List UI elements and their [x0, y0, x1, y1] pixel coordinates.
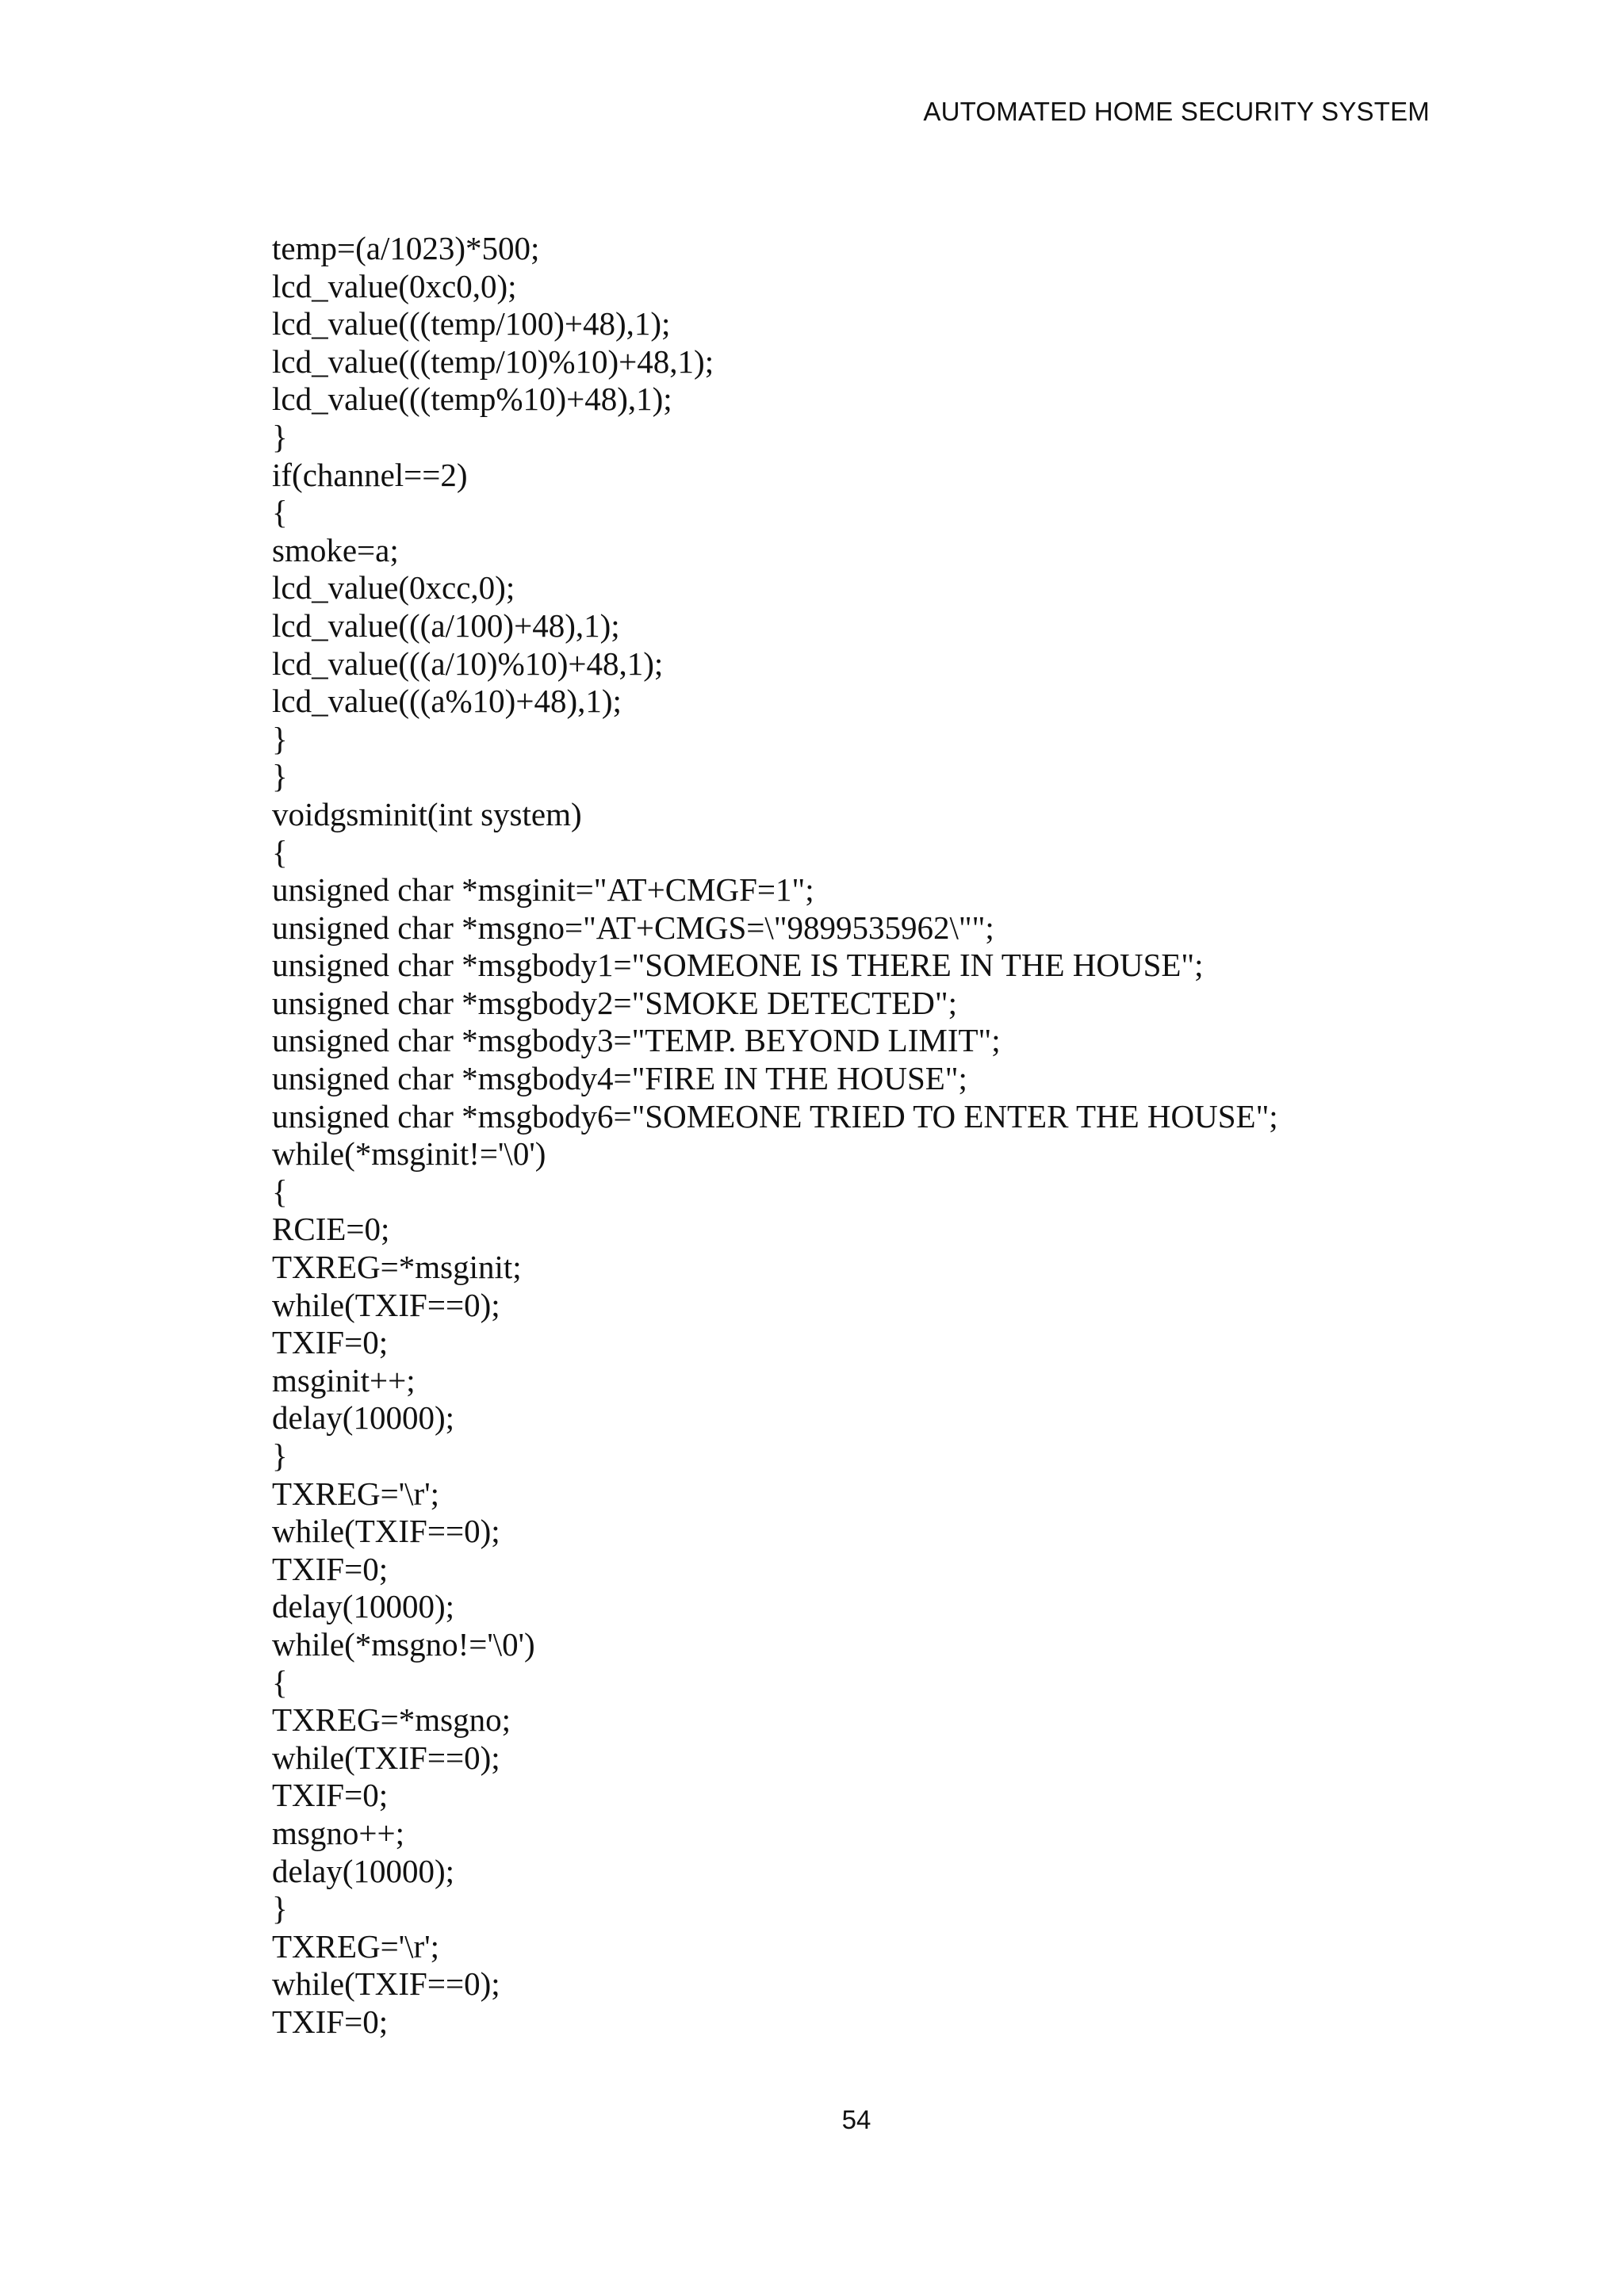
code-line: delay(10000); [272, 1852, 454, 1889]
code-line: RCIE=0; [272, 1211, 390, 1248]
code-line: TXIF=0; [272, 2003, 389, 2040]
code-line: lcd_value(((temp/10)%10)+48,1); [272, 342, 714, 380]
code-line: delay(10000); [272, 1399, 454, 1437]
code-line: msginit++; [272, 1361, 416, 1399]
code-line: while(*msgno!='\0') [272, 1625, 535, 1663]
code-line: delay(10000); [272, 1588, 454, 1625]
code-line: { [272, 833, 288, 871]
code-line: lcd_value(((a%10)+48),1); [272, 683, 622, 720]
code-line: voidgsminit(int system) [272, 795, 582, 832]
code-line: { [272, 1173, 288, 1210]
code-line: lcd_value(((a/100)+48),1); [272, 607, 620, 644]
code-line: { [272, 1663, 288, 1701]
code-line: while(TXIF==0); [272, 1286, 500, 1323]
code-line: } [272, 418, 288, 455]
code-line: lcd_value(0xcc,0); [272, 569, 515, 607]
code-line: smoke=a; [272, 531, 399, 568]
code-line: unsigned char *msgbody2="SMOKE DETECTED"; [272, 984, 957, 1021]
code-line: lcd_value(((temp/100)+48),1); [272, 305, 671, 342]
code-line: TXIF=0; [272, 1324, 389, 1361]
code-line: if(channel==2) [272, 456, 468, 493]
running-header: AUTOMATED HOME SECURITY SYSTEM [923, 97, 1430, 126]
code-line: TXREG='\r'; [272, 1475, 439, 1512]
code-line: temp=(a/1023)*500; [272, 230, 540, 266]
code-line: while(TXIF==0); [272, 1513, 500, 1550]
code-line: TXREG=*msginit; [272, 1249, 522, 1286]
code-listing [272, 230, 1278, 2042]
code-line: lcd_value(((a/10)%10)+48,1); [272, 645, 664, 682]
code-line: } [272, 1437, 288, 1474]
code-line: lcd_value(((temp%10)+48),1); [272, 381, 672, 418]
code-line: TXIF=0; [272, 1550, 389, 1587]
code-line: unsigned char *msgbody6="SOMEONE TRIED TO ENTER THE HOUSE"; [272, 1097, 1278, 1135]
code-line: while(*msginit!='\0') [272, 1135, 546, 1173]
code-line: } [272, 1890, 288, 1927]
code-line: TXREG=*msgno; [272, 1701, 511, 1739]
code-line: unsigned char *msgbody3="TEMP. BEYOND LIMIT"; [272, 1022, 1001, 1059]
code-line: TXIF=0; [272, 1777, 389, 1814]
code-line: while(TXIF==0); [272, 1965, 500, 2003]
page-number: 54 [841, 2105, 871, 2134]
code-line: unsigned char *msgbody1="SOMEONE IS THERE IN THE HOUSE"; [272, 947, 1204, 984]
code-line: } [272, 720, 288, 757]
code-line: } [272, 758, 288, 795]
code-line: TXREG='\r'; [272, 1927, 439, 1965]
code-line: while(TXIF==0); [272, 1739, 500, 1776]
code-line: unsigned char *msgbody4="FIRE IN THE HOUSE"; [272, 1060, 967, 1097]
code-line: { [272, 494, 288, 531]
code-line: msgno++; [272, 1814, 404, 1851]
code-line: lcd_value(0xc0,0); [272, 267, 517, 304]
code-line: unsigned char *msgno="AT+CMGS=\"9899535962\""; [272, 909, 994, 946]
code-line: unsigned char *msginit="AT+CMGF=1"; [272, 871, 814, 909]
